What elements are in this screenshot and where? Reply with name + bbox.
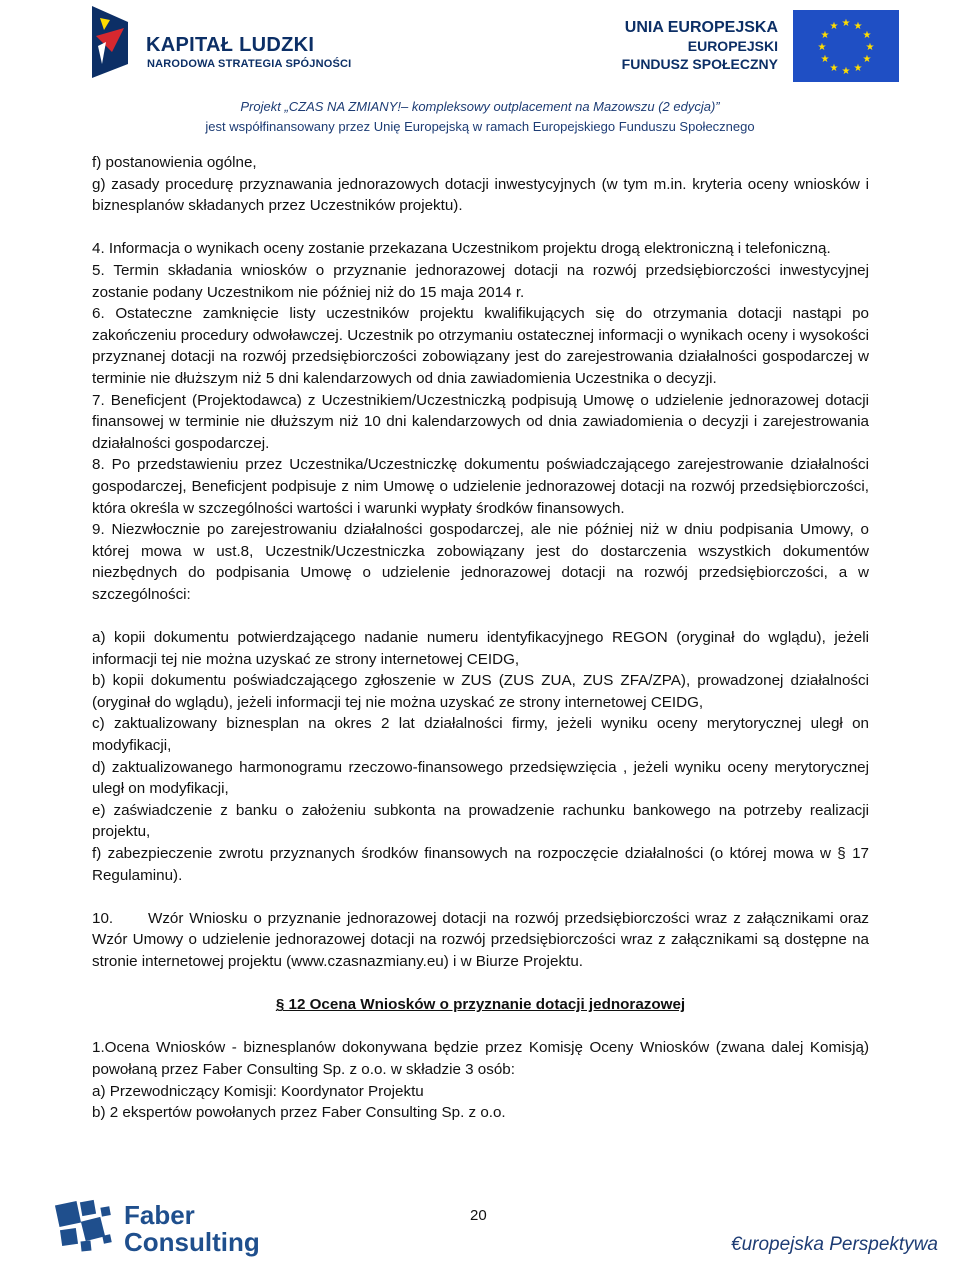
eu-line-european: EUROPEJSKI <box>687 38 778 54</box>
paragraph-9: 9. Niezwłocznie po zarejestrowaniu działalności gospodarczej, ale nie później niż w dniu podpisania Umowy, o której mowa w ust.8, Uczestnik/Uczestniczka zobowiązany jest do dostarczenia wszystkich dokumentów niezbędnych do podpisania Umowę o udzielenie jednorazowej dotacji na rozwój przedsiębiorczości, a w szczególności: <box>92 521 869 603</box>
consulting-wordmark: Consulting <box>124 1227 260 1257</box>
paragraph-10 <box>92 908 869 973</box>
svg-text:★: ★ <box>853 21 863 32</box>
page-number: 20 <box>470 1207 487 1224</box>
svg-text:★: ★ <box>820 54 830 65</box>
document-body <box>92 152 869 1124</box>
svg-text:★: ★ <box>820 30 830 41</box>
svg-text:★: ★ <box>841 66 851 77</box>
kapital-ludzki-title: KAPITAŁ LUDZKI <box>146 34 315 56</box>
svg-text:★: ★ <box>841 18 851 29</box>
eu-fund-label <box>622 18 778 73</box>
section-12-point-1b: b) 2 ekspertów powołanych przez Faber Consulting Sp. z o.o. <box>92 1104 506 1122</box>
item-g: g) zasady procedurę przyznawania jednorazowych dotacji inwestycyjnych (w tym m.in. kryteria oceny wniosków i biznesplanów składanych przez Uczestników projektu). <box>92 175 869 215</box>
list-item-f: f) zabezpieczenie zwrotu przyznanych środków finansowych na rozpoczęcie działalności (o której mowa w § 17 Regulaminu). <box>92 845 869 884</box>
paragraph-6: 6. Ostateczne zamknięcie listy uczestników projektu kwalifikujących się do otrzymania dotacji nastąpi po zakończeniu procedury odwoławczej. Uczestnik po otrzymaniu ostatecznej informacji o wynikach oceny i wysokości przyznanej dotacji na rozwój przedsiębiorczości zobowiązany jest do zarejestrowania działalności gospodarczej w terminie nie dłuższym niż 5 dni kalendarzowych od dnia zawiadomienia Uczestnika o decyzji. <box>92 305 869 387</box>
paragraph-10-text: Wzór Wniosku o przyznanie jednorazowej dotacji na rozwój przedsiębiorczości wraz z załącznikami oraz Wzór Umowy o udzielenie jednorazowej dotacji na rozwój przedsiębiorczości wraz z załącznikami są dostępne na stronie internetowej projektu (www.czasnazmiany.eu) i w Biurze Projektu. <box>92 909 869 970</box>
svg-text:★: ★ <box>853 63 863 74</box>
section-12-point-1a: a) Przewodniczący Komisji: Koordynator Projektu <box>92 1082 424 1100</box>
cofinancing-line: jest współfinansowany przez Unię Europejską w ramach Europejskiego Funduszu Społecznego <box>205 119 755 134</box>
eu-line-union: UNIA EUROPEJSKA <box>624 19 778 36</box>
paragraph-10-number: 10. <box>92 909 114 927</box>
kapital-ludzki-logo <box>88 6 130 78</box>
kapital-ludzki-subtitle: NARODOWA STRATEGIA SPÓJNOŚCI <box>147 58 352 70</box>
svg-text:★: ★ <box>829 21 839 32</box>
list-item-e: e) zaświadczenie z banku o założeniu subkonta na prowadzenie rachunku bankowego na potrzeby realizacji projektu, <box>92 801 869 841</box>
paragraph-5: 5. Termin składania wniosków o przyznanie jednorazowej dotacji na rozwój przedsiębiorczości inwestycyjnej zostanie podany Uczestnikom nie później niż do 15 maja 2014 r. <box>92 261 869 301</box>
svg-text:★: ★ <box>862 54 872 65</box>
list-item-d: d) zaktualizowanego harmonogramu rzeczowo-finansowego przedsięwzięcia , jeżeli wyniku oceny merytorycznej uległ on modyfikacji, <box>92 758 869 798</box>
list-item-a: a) kopii dokumentu potwierdzającego nadanie numeru identyfikacyjnego REGON (oryginał do wglądu), jeżeli informacji tej nie można uzyskać ze strony internetowej CEIDG, <box>92 629 869 668</box>
list-item-b: b) kopii dokumentu poświadczającego zgłoszenie w ZUS (ZUS ZUA, ZUS ZFA/ZPA), prowadzonej działalności (oryginał do wglądu), jeżeli informacji tej nie można uzyskać ze strony internetowej CEIDG, <box>92 672 869 711</box>
section-12-heading: § 12 Ocena Wniosków o przyznanie dotacji jednorazowej <box>275 996 686 1014</box>
list-item-c: c) zaktualizowany biznesplan na okres 2 lat działalności firmy, jeżeli wyniku oceny merytorycznej uległ on modyfikacji, <box>92 715 869 755</box>
eu-line-social-fund: FUNDUSZ SPOŁECZNY <box>621 56 778 72</box>
faber-consulting-logo-icon <box>55 1199 119 1254</box>
faber-wordmark: Faber <box>124 1200 195 1230</box>
svg-text:★: ★ <box>817 42 827 53</box>
svg-text:★: ★ <box>829 63 839 74</box>
svg-text:★: ★ <box>865 42 875 53</box>
paragraph-7: 7. Beneficjent (Projektodawca) z Uczestnikiem/Uczestniczką podpisują Umowę o udzielenie jednorazowej dotacji finansowej w terminie nie dłuższym niż 10 dni kalendarzowych od dnia zawiadomienia o decyzji i zarejestrowania działalności gospodarczej. <box>92 391 869 452</box>
project-title-line: Projekt „CZAS NA ZMIANY!– kompleksowy outplacement na Mazowszu (2 edycja)” <box>240 99 720 114</box>
item-f: f) postanowienia ogólne, <box>92 154 257 171</box>
svg-text:★: ★ <box>862 30 872 41</box>
paragraph-8: 8. Po przedstawieniu przez Uczestnika/Uczestniczkę dokumentu poświadczającego zarejestrowanie działalności gospodarczej, Beneficjent podpisuje z nim Umowę o udzielenie jednorazowej dotacji na rozwój przedsiębiorczości, która określa w szczególności wartości i warunki wypłaty środków finansowych. <box>92 456 869 517</box>
eu-flag-icon <box>793 10 899 82</box>
section-12-point-1: 1.Ocena Wniosków - biznesplanów dokonywana będzie przez Komisję Oceny Wniosków (zwana dalej Komisją) powołaną przez Faber Consulting Sp. z o.o. w składzie 3 osób: <box>92 1039 869 1078</box>
europejska-perspektywa-logo: €uropejska Perspektywa <box>731 1234 938 1255</box>
paragraph-4: 4. Informacja o wynikach oceny zostanie przekazana Uczestnikom projektu drogą elektroniczną i telefoniczną. <box>92 240 831 258</box>
